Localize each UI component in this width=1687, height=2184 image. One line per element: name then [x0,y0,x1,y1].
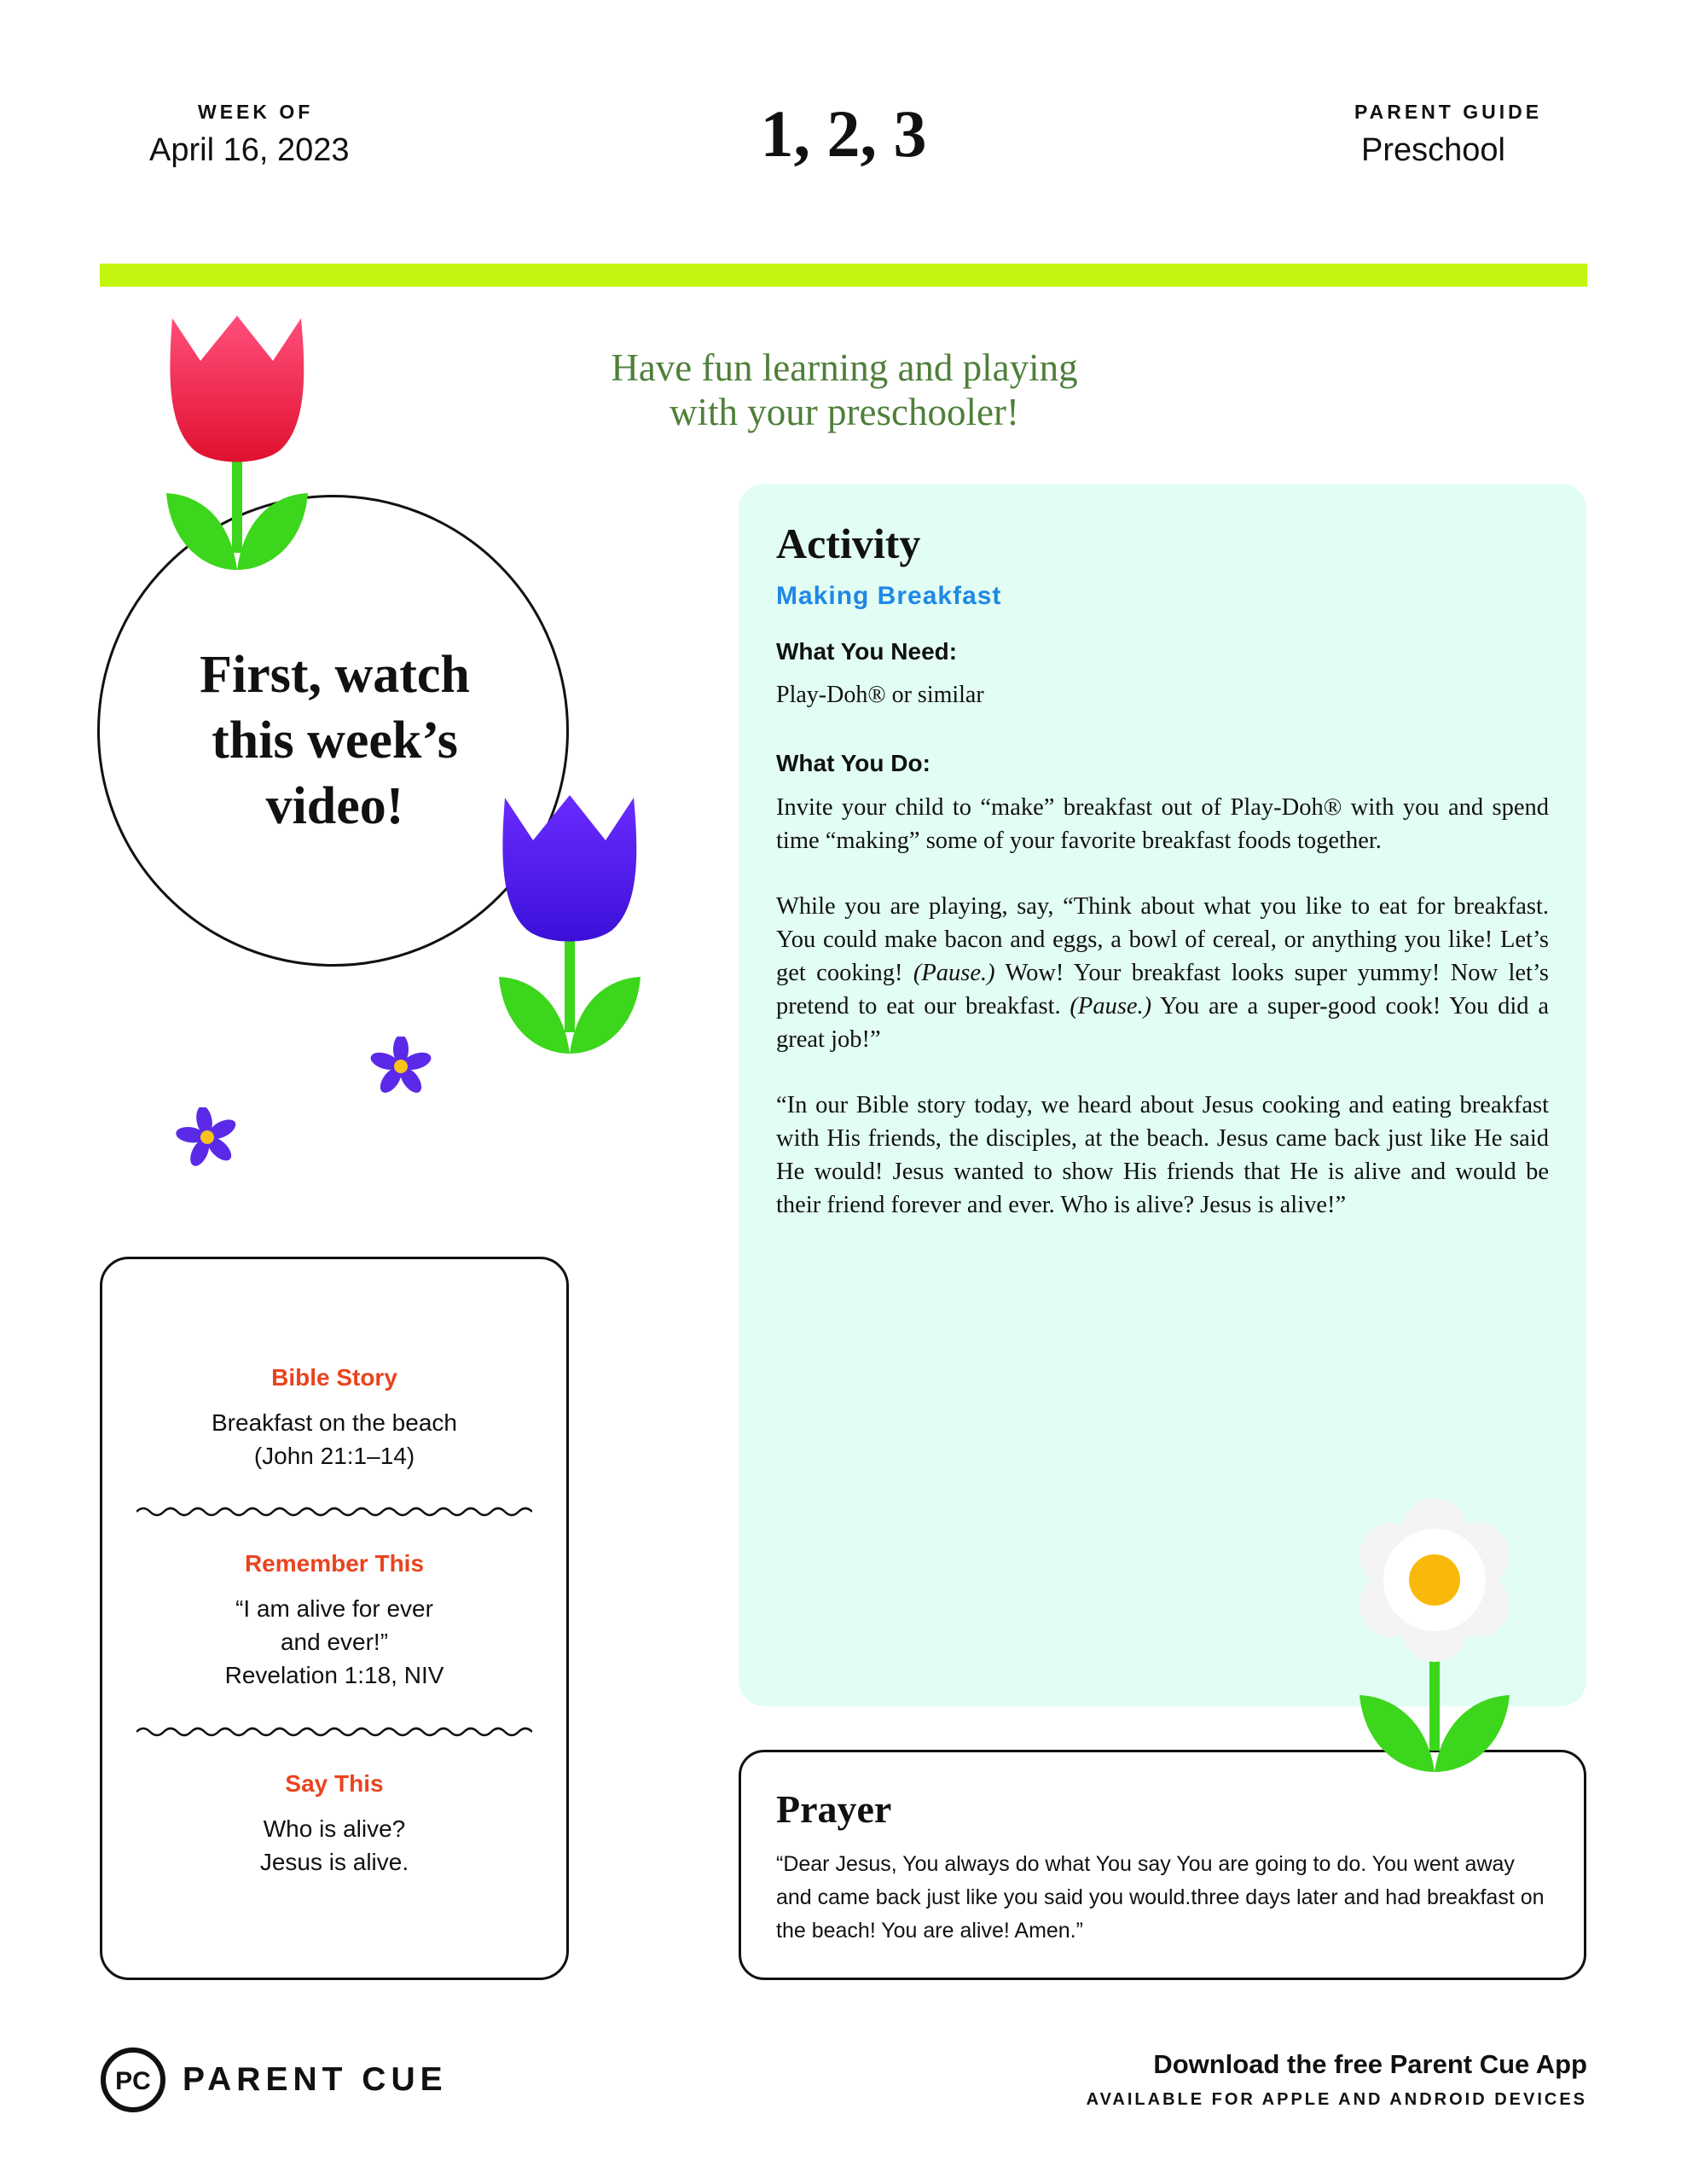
pause-note-1: (Pause.) [913,960,995,986]
tagline-line-1: Have fun learning and playing [611,346,1078,389]
remember-this-heading: Remember This [244,1550,425,1577]
week-of-label: WEEK OF [198,101,314,123]
bible-story-line-1: Breakfast on the beach [212,1409,457,1436]
activity-subtitle: Making Breakfast [776,582,1002,610]
purple-flower-icon [354,1037,448,1096]
activity-paragraph-3: “In our Bible story today, we heard about Jesus cooking and eating breakfast with His friends, the disciples, at the beach. Jesus came back just like He said He would! Jesus wanted to show His friends that He is alive and would be their friend forever and ever. Who is alive? Jesus is alive!” [776,1092,1549,1218]
purple-tulip-icon [495,793,644,1058]
what-you-do-heading: What You Do: [776,750,930,776]
pause-note-2: (Pause.) [1070,993,1152,1019]
say-line-2: Jesus is alive. [259,1849,409,1875]
age-group: Preschool [1361,132,1505,168]
app-availability: AVAILABLE FOR APPLE AND ANDROID DEVICES [1086,2090,1587,2109]
week-date: April 16, 2023 [149,132,350,168]
red-tulip-icon [162,314,311,578]
remember-line-2: and ever!” [280,1629,389,1655]
video-prompt-line-1: First, watch [200,646,470,704]
tagline-line-2: with your preschooler! [670,391,1019,433]
what-you-need-text: Play-Doh® or similar [776,682,984,708]
purple-flower-icon [160,1107,254,1167]
video-prompt-line-2: this week’s [212,712,458,770]
say-this-text [100,1812,569,1879]
prayer-title: Prayer [776,1787,892,1831]
remember-line-1: “I am alive for ever [235,1595,433,1622]
paragraph-2-part-1: While you are playing, say, “Think about what you like to eat for breakfast. You could make bacon and eggs, a bowl of cereal, or anything you like! Let’s get cooking! [776,893,1549,986]
activity-paragraph-2 [776,890,1549,1056]
daisy-icon [1349,1495,1520,1780]
bible-story-heading: Bible Story [271,1364,397,1391]
parent-guide-label: PARENT GUIDE [1354,101,1543,123]
activity-title: Activity [776,520,921,567]
wavy-divider [136,1503,532,1520]
remember-reference: Revelation 1:18, NIV [224,1662,444,1688]
paragraph-2-part-3: You are a super-good cook! You did a great job!” [776,993,1549,1053]
parent-cue-logo [100,2047,166,2113]
brand-title: 1, 2, 3 [760,96,927,171]
wavy-divider [136,1723,532,1740]
prayer-text: “Dear Jesus, You always do what You say You are going to do. You went away and came back just like you said you would.three days later and had breakfast on the beach! You are alive! Amen.” [776,1852,1545,1943]
say-this-heading: Say This [285,1770,384,1797]
activity-paragraph-1: Invite your child to “make” breakfast out of Play-Doh® with you and spend time “making” some of your favorite breakfast foods together. [776,794,1549,854]
tagline [546,346,1143,434]
logo-mark: PC [115,2067,151,2095]
bible-story-line-2: (John 21:1–14) [253,1443,415,1469]
accent-bar [100,264,1587,287]
app-download-link[interactable]: Download the free Parent Cue App [1153,2049,1587,2079]
what-you-need-heading: What You Need: [776,638,958,665]
footer-brand: PARENT CUE [183,2061,448,2098]
remember-this-text [100,1592,569,1692]
video-prompt-line-3: video! [265,777,404,835]
paragraph-2-part-2: Wow! Your breakfast looks super yummy! Now let’s pretend to eat our breakfast. [776,960,1549,1019]
say-line-1: Who is alive? [263,1815,406,1842]
bible-story-text [100,1406,569,1472]
video-prompt [145,642,525,839]
